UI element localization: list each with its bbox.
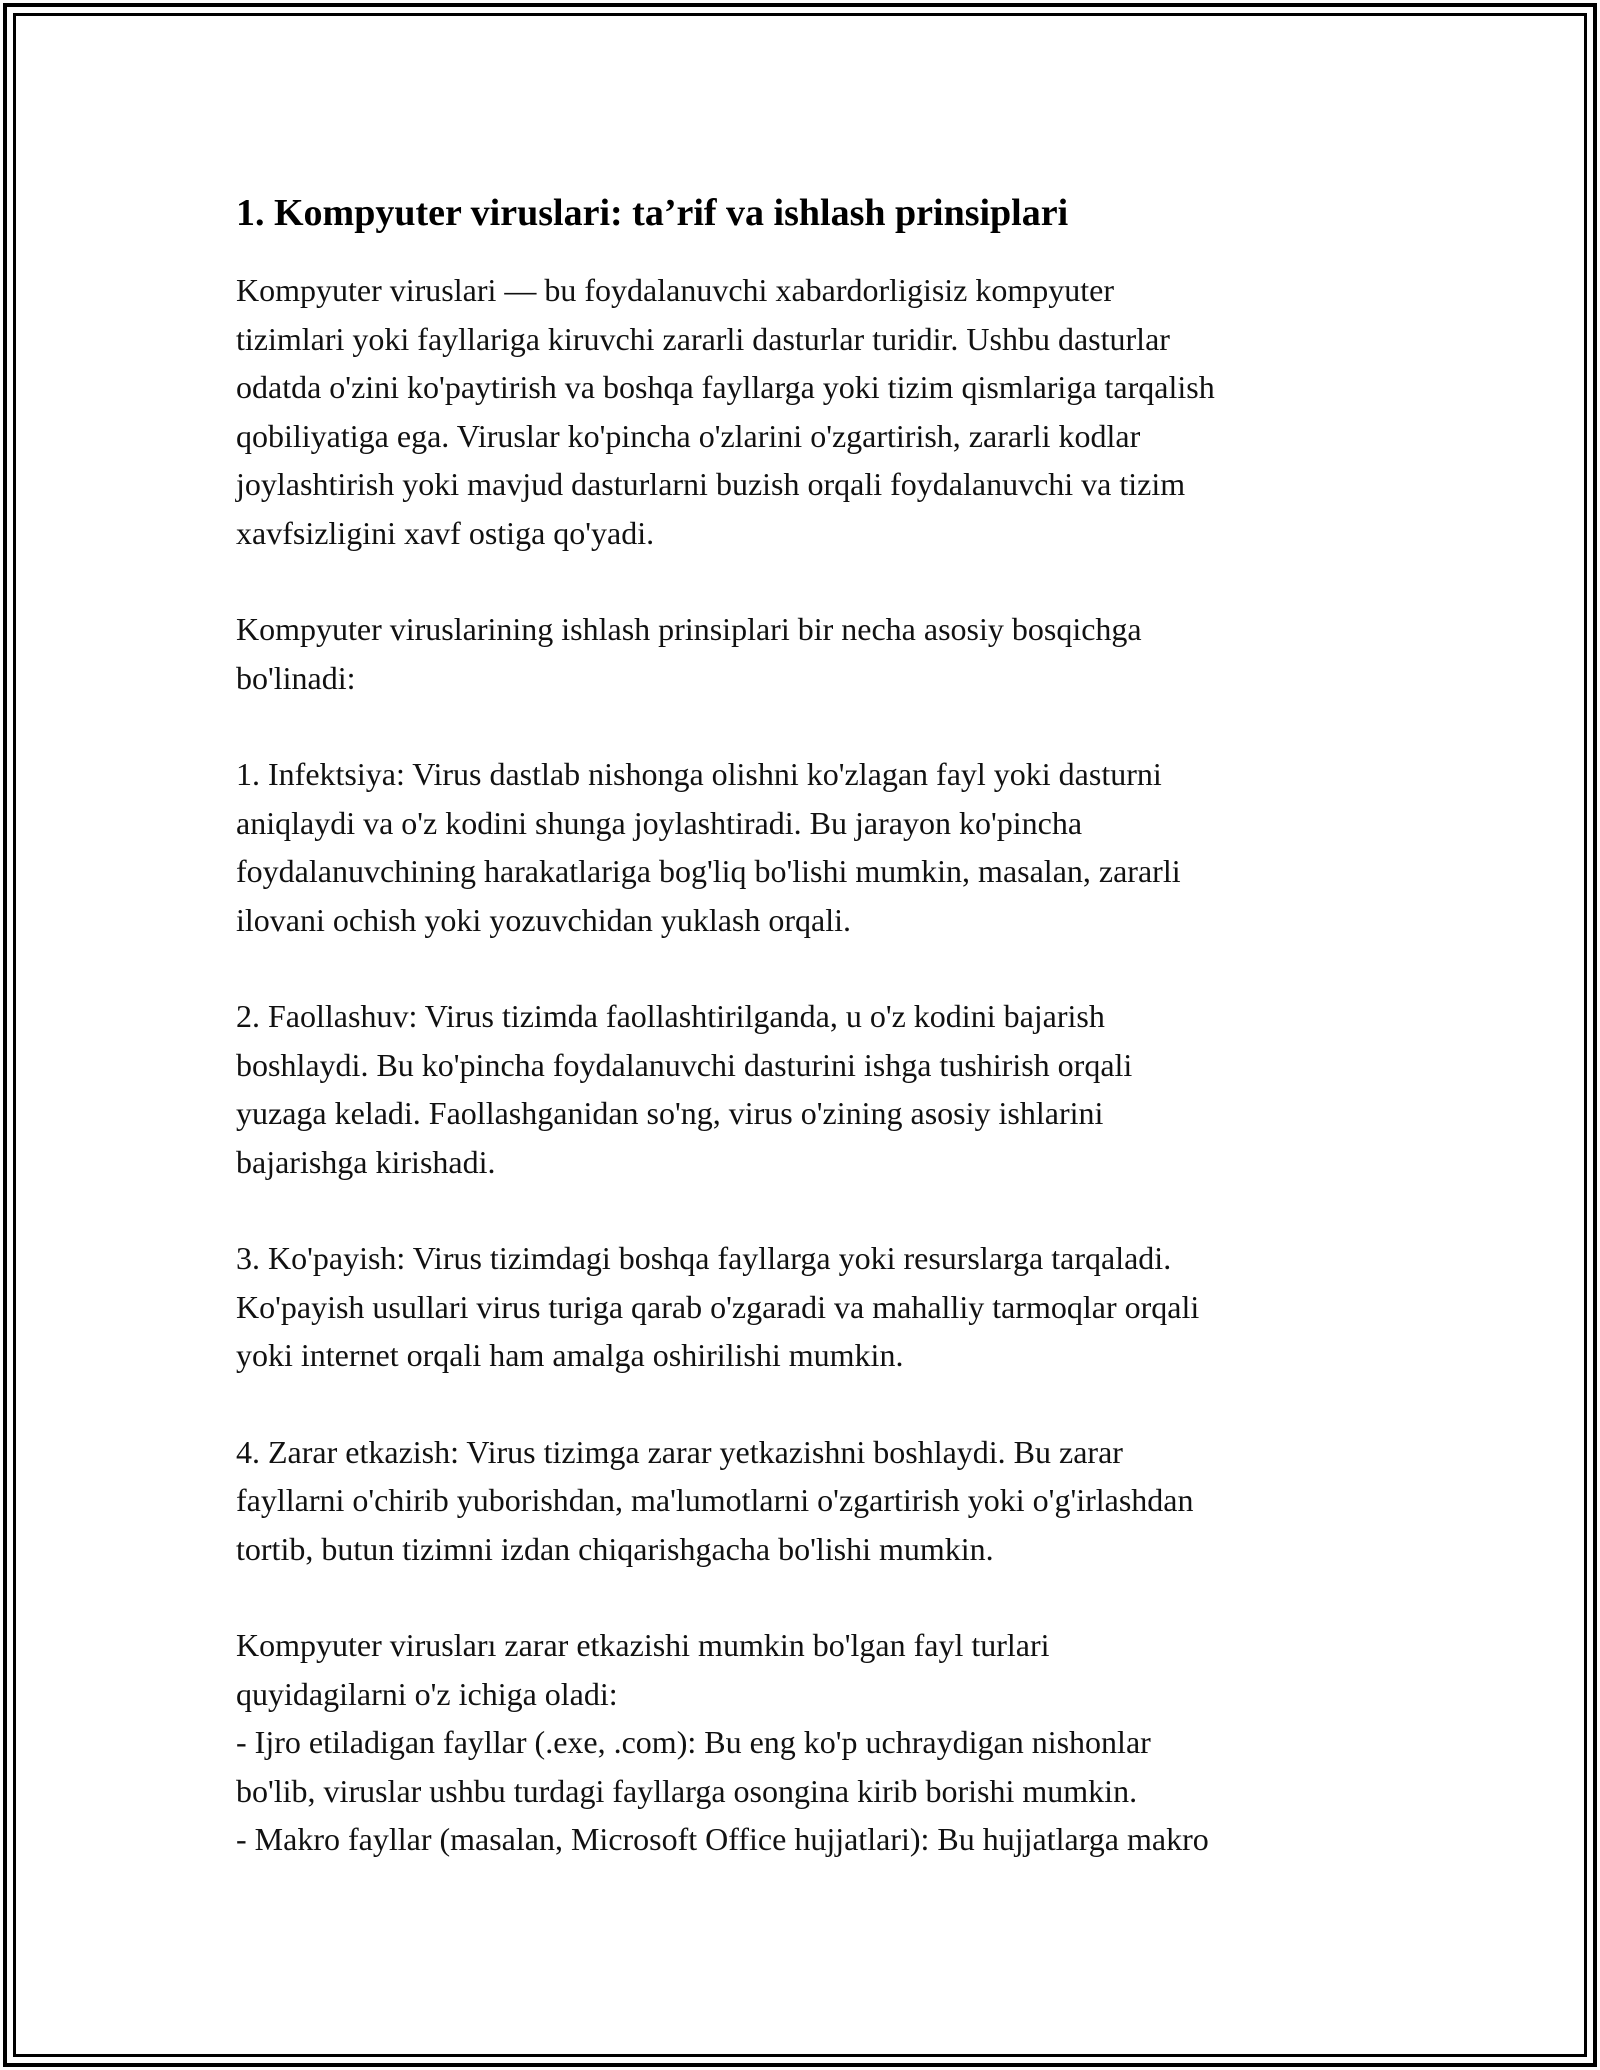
text-line: tortib, butun tizimni izdan chiqarishgacha bo'lishi mumkin. — [236, 1530, 994, 1567]
text-line: Kompyuter viruslarining ishlash prinsiplari bir necha asosiy bosqichga — [236, 611, 1142, 647]
text-line: tizimlari yoki fayllariga kiruvchi zararli dasturlar turidir. Ushbu dasturlar — [236, 320, 1170, 357]
text-line: 1. Infektsiya: Virus dastlab nishonga olishni ko'zlagan fayl yoki dasturni — [236, 756, 1162, 792]
text-line: bajarishga kirishadi. — [236, 1143, 496, 1180]
text-line: ilovani ochish yoki yozuvchidan yuklash orqali. — [236, 901, 851, 938]
text-line: boshlaydi. Bu ko'pincha foydalanuvchi dasturini ishga tushirish orqali — [236, 1046, 1133, 1083]
list-item: - Makro fayllar (masalan, Microsoft Office hujjatlari): Bu hujjatlarga makro — [236, 1821, 1209, 1857]
text-line: yoki internet orqali ham amalga oshirilishi mumkin. — [236, 1337, 904, 1373]
paragraph-infection — [236, 750, 1376, 944]
text-line: foydalanuvchining harakatlariga bog'liq bo'lishi mumkin, masalan, zararli — [236, 853, 1181, 889]
text-line: Ko'payish usullari virus turiga qarab o'zgaradi va mahalliy tarmoqlar orqali — [236, 1288, 1200, 1325]
text-line: Kompyuter viruslari — bu foydalanuvchi xabardorligisiz kompyuter — [236, 272, 1115, 308]
text-line: 4. Zarar etkazish: Virus tizimga zarar yetkazishni boshlaydi. Bu zarar — [236, 1433, 1123, 1470]
document-title: 1. Kompyuter viruslari: ta’rif va ishlash prinsiplari — [236, 192, 1069, 234]
text-line: odatda o'zini ko'paytirish va boshqa fayllarga yoki tizim qismlariga tarqalish — [236, 369, 1215, 405]
text-line: quyidagilarni o'z ichiga oladi: — [236, 1675, 618, 1712]
text-line: 2. Faollashuv: Virus tizimda faollashtirilganda, u o'z kodini bajarish — [236, 998, 1105, 1034]
document-page — [236, 186, 1376, 1864]
paragraph-definition — [236, 266, 1376, 557]
text-line: bo'linadi: — [236, 659, 356, 696]
text-line: qobiliyatiga ega. Viruslar ko'pincha o'zlarini o'zgartirish, zararli kodlar — [236, 417, 1141, 454]
paragraph-activation — [236, 992, 1376, 1186]
text-line: 3. Ko'payish: Virus tizimdagi boshqa fayllarga yoki resurslarga tarqaladi. — [236, 1240, 1172, 1276]
paragraph-damage — [236, 1428, 1376, 1574]
paragraph-principles-intro — [236, 605, 1376, 702]
text-line: bo'lib, viruslar ushbu turdagi fayllarga osongina kirib borishi mumkin. — [236, 1772, 1138, 1809]
paragraph-file-types — [236, 1621, 1376, 1864]
text-line: fayllarni o'chirib yuborishdan, ma'lumotlarni o'zgartirish yoki o'g'irlashdan — [236, 1482, 1194, 1518]
list-item: - Ijro etiladigan fayllar (.exe, .com): Bu eng ko'p uchraydigan nishonlar — [236, 1724, 1151, 1760]
text-line: joylashtirish yoki mavjud dasturlarni buzish orqali foydalanuvchi va tizim — [236, 466, 1186, 502]
text-line: Kompyuter virusları zarar etkazishi mumkin bo'lgan fayl turlari — [236, 1627, 1050, 1663]
text-line: aniqlaydi va o'z kodini shunga joylashtiradi. Bu jarayon ko'pincha — [236, 804, 1083, 841]
paragraph-replication — [236, 1234, 1376, 1380]
text-line: yuzaga keladi. Faollashganidan so'ng, virus o'zining asosiy ishlarini — [236, 1095, 1104, 1131]
text-line: xavfsizligini xavf ostiga qo'yadi. — [236, 514, 655, 551]
